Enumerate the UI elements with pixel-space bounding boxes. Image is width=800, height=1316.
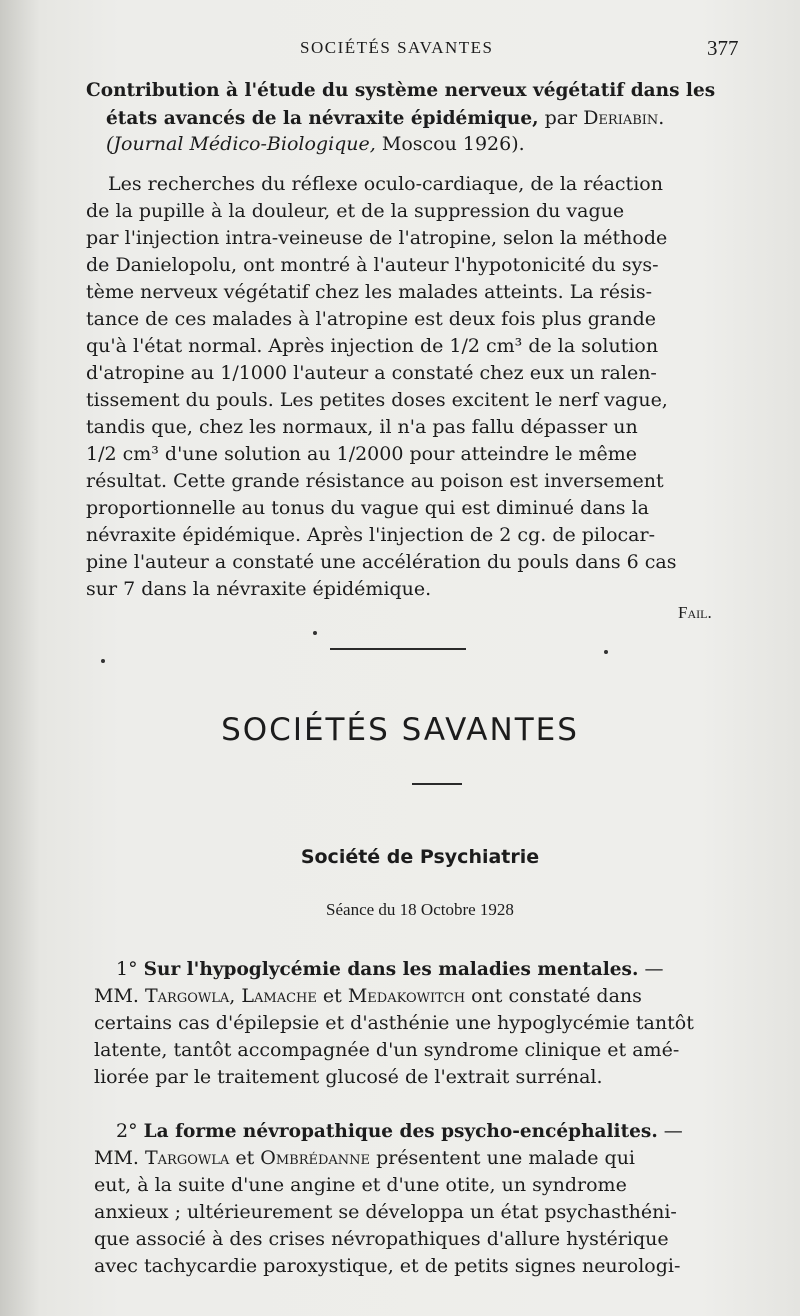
review-author: Deriabin (583, 107, 659, 129)
author-name: Targowla (145, 985, 230, 1007)
session-date: Séance du 18 Octobre 1928 (326, 900, 514, 919)
authors-suffix: présentent une malade qui (370, 1147, 636, 1169)
authors-prefix: MM. (94, 985, 145, 1007)
society-name: Société de Psychiatrie (300, 846, 540, 868)
author-name: Targowla (145, 1147, 230, 1169)
authors-suffix: ont constaté dans (465, 985, 642, 1007)
review-title-line1: Contribution à l'étude du système nerveux végétatif dans les (86, 80, 716, 101)
review-line: de la pupille à la douleur, et de la suppression du vague (86, 200, 625, 222)
item-dash: — (638, 958, 664, 980)
section-divider (330, 648, 466, 650)
authors-prefix: MM. (94, 1147, 145, 1169)
review-line: de Danielopolu, ont montré à l'auteur l'hypotonicité du sys- (86, 254, 659, 276)
review-source (106, 133, 525, 155)
journal-place-year: Moscou 1926). (375, 133, 525, 155)
item-title: Sur l'hypoglycémie dans les maladies mentales. (143, 959, 639, 980)
item-authors-line (94, 985, 642, 1007)
item-line: latente, tantôt accompagnée d'un syndrome clinique et amé- (94, 1039, 680, 1061)
review-line: sur 7 dans la névraxite épidémique. (86, 578, 432, 600)
review-line: tance de ces malades à l'atropine est deux fois plus grande (86, 308, 656, 330)
item-line: anxieux ; ultérieurement se développa un état psychasthéni- (94, 1201, 677, 1223)
item-line: que associé à des crises névropathiques d'allure hystérique (94, 1228, 669, 1250)
review-line: tème nerveux végétatif chez les malades atteints. La résis- (86, 281, 653, 303)
print-speck (604, 650, 608, 654)
author-name: Lamache (241, 985, 317, 1007)
review-by: par (538, 107, 584, 129)
review-line: qu'à l'état normal. Après injection de 1/2 cm³ de la solution (86, 335, 659, 357)
journal-name: (Journal Médico-Biologique, (106, 133, 376, 155)
author-name: Ombrédanne (260, 1147, 371, 1169)
review-line: Les recherches du réflexe oculo-cardiaque, de la réaction (108, 173, 663, 195)
section-title: SOCIÉTÉS SAVANTES (221, 712, 579, 748)
item-heading (116, 958, 663, 980)
running-header (0, 36, 800, 66)
review-line: par l'injection intra-veineuse de l'atropine, selon la méthode (86, 227, 668, 249)
review-title-line2 (106, 107, 664, 129)
running-title: SOCIÉTÉS SAVANTES (300, 38, 494, 57)
author-separator: et (316, 985, 348, 1007)
item-line: avec tachycardie paroxystique, et de petits signes neurologi- (94, 1255, 681, 1277)
item-line: liorée par le traitement glucosé de l'extrait surrénal. (94, 1066, 603, 1088)
item-authors-line (94, 1147, 635, 1169)
review-line: névraxite épidémique. Après l'injection de 2 cg. de pilocar- (86, 524, 655, 546)
author-name: Medakowitch (347, 985, 466, 1007)
reviewer-signature: Fail. (678, 603, 712, 622)
review-line: pine l'auteur a constaté une accélération du pouls dans 6 cas (86, 551, 677, 573)
item-line: certains cas d'épilepsie et d'asthénie une hypoglycémie tantôt (94, 1012, 694, 1034)
review-line: 1/2 cm³ d'une solution au 1/2000 pour atteindre le même (86, 443, 638, 465)
review-line: résultat. Cette grande résistance au poison est inversement (86, 470, 664, 492)
print-speck (313, 631, 317, 635)
review-line: proportionnelle au tonus du vague qui est diminué dans la (86, 497, 649, 519)
item-number: 2° (116, 1120, 138, 1142)
item-line: eut, à la suite d'une angine et d'une otite, un syndrome (94, 1174, 627, 1196)
author-separator: et (229, 1147, 261, 1169)
print-speck (101, 659, 105, 663)
item-heading (116, 1120, 683, 1142)
page-number: 377 (707, 36, 739, 60)
review-title-continuation: états avancés de la névraxite épidémique, (106, 108, 539, 129)
item-dash: — (657, 1120, 683, 1142)
review-author-end: . (658, 107, 665, 129)
review-line: d'atropine au 1/1000 l'auteur a constaté chez eux un ralen- (86, 362, 657, 384)
review-line: tissement du pouls. Les petites doses excitent le nerf vague, (86, 389, 668, 411)
author-separator: , (229, 985, 242, 1007)
item-title: La forme névropathique des psycho-encéphalites. (143, 1121, 658, 1142)
title-underline (412, 783, 462, 785)
review-line: tandis que, chez les normaux, il n'a pas fallu dépasser un (86, 416, 638, 438)
item-number: 1° (116, 958, 138, 980)
